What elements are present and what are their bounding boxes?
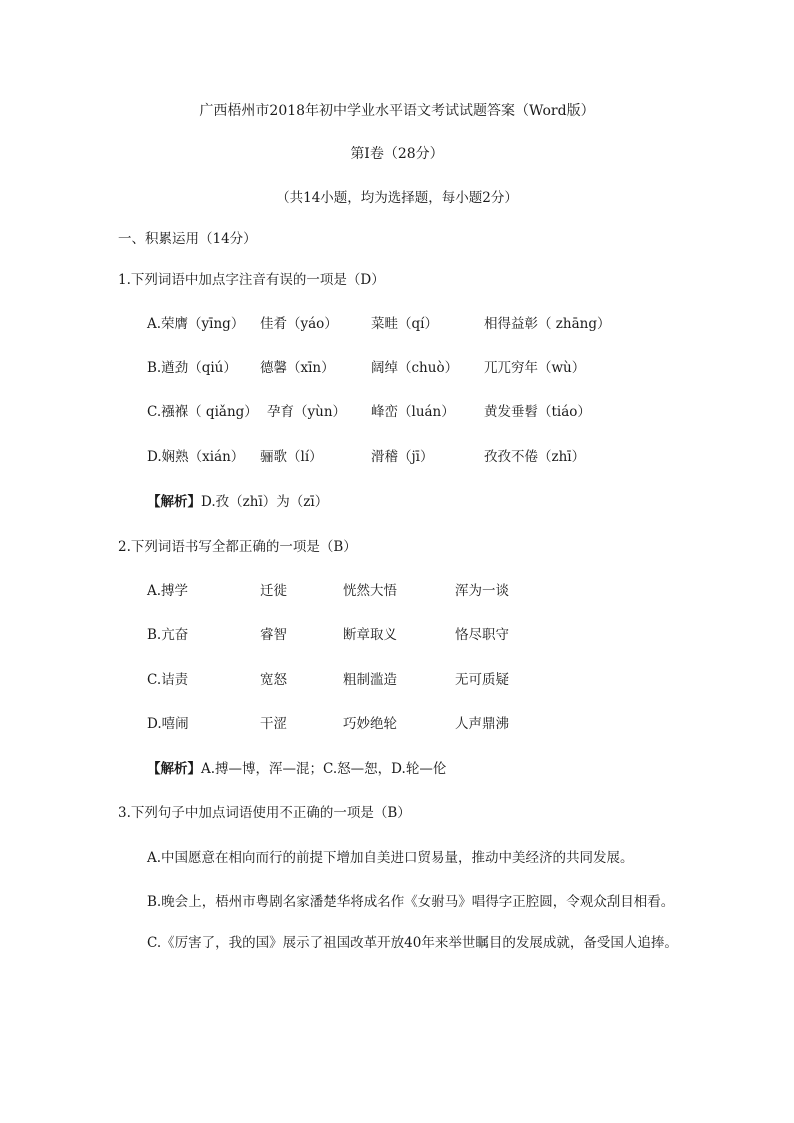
q1-option-cell: 孜孜不倦（zhī） [484,449,586,465]
q1-option-cell: 兀兀穷年（wù） [484,360,586,376]
q1-option-cell: D.娴熟（xián） [147,449,245,465]
q1-option-cell: 峰峦（luán） [371,404,455,420]
q1-option-cell: 佳肴（yáo） [260,316,338,332]
q2-option-cell: C.诘责 [147,672,189,688]
q2-option-cell: 干涩 [260,716,287,732]
q3-option-a: A.中国愿意在相向而行的前提下增加自美进口贸易量，推动中美经济的共同发展。 [147,850,634,866]
q2-option-cell: 宽怒 [260,672,287,688]
q2-option-cell: 睿智 [260,627,287,643]
q1-option-cell: A.荣膺（yīng） [147,316,245,332]
q1-option-cell: C.襁褓（ qiǎng） [147,404,258,420]
q2-option-cell: 粗制滥造 [343,672,397,688]
q1-option-cell: 骊歌（lí） [260,449,323,465]
analysis-tag: 【解析】 [147,761,201,777]
q1-analysis [147,490,328,510]
q1-option-cell: 滑稽（jī） [371,449,434,465]
question-2-stem: 2.下列词语书写全都正确的一项是（B） [118,539,357,555]
q2-option-cell: B.亢奋 [147,627,189,643]
document-title: 广西梧州市2018年初中学业水平语文考试试题答案（Word版） [199,103,595,119]
q2-option-cell: D.嘻闹 [147,716,189,732]
section-heading: 一、积累运用（14分） [118,231,257,247]
q2-option-cell: 恍然大悟 [343,583,397,599]
q2-option-cell: 巧妙绝轮 [343,716,397,732]
q2-option-cell: 无可质疑 [455,672,509,688]
analysis-text: A.搏—博，浑—混；C.怒—恕，D.轮—伦 [201,761,447,777]
q1-option-cell: B.遒劲（qiú） [147,360,237,376]
question-1-stem: 1.下列词语中加点字注音有误的一项是（D） [118,272,385,288]
q1-option-cell: 孕育（yùn） [267,404,347,420]
q1-option-cell: 黄发垂髫（tiáo） [484,404,591,420]
volume-note: （共14小题，均为选择题，每小题2分） [276,190,518,206]
q3-option-b: B.晚会上，梧州市粤剧名家潘楚华将成名作《女驸马》唱得字正腔圆，令观众刮目相看。 [147,894,675,910]
q1-option-cell: 阔绰（chuò） [371,360,459,376]
q1-option-cell: 德馨（xīn） [260,360,335,376]
analysis-tag: 【解析】 [147,494,201,510]
question-3-stem: 3.下列句子中加点词语使用不正确的一项是（B） [118,805,411,821]
q2-option-cell: 人声鼎沸 [455,716,509,732]
analysis-text: D.孜（zhī）为（zī） [201,494,329,510]
q1-option-cell: 相得益彰（ zhāng） [484,316,611,332]
volume-heading: 第Ⅰ卷（28分） [350,146,444,162]
q1-option-cell: 菜畦（qí） [371,316,438,332]
q2-option-cell: 迁徙 [260,583,287,599]
q2-option-cell: A.搏学 [147,583,189,599]
q2-option-cell: 断章取义 [343,627,397,643]
q2-option-cell: 浑为一谈 [455,583,509,599]
q2-option-cell: 恪尽职守 [455,627,509,643]
q3-option-c: C.《厉害了，我的国》展示了祖国改革开放40年来举世瞩目的发展成就，备受国人追捧。 [147,935,678,951]
q2-analysis [147,757,446,777]
